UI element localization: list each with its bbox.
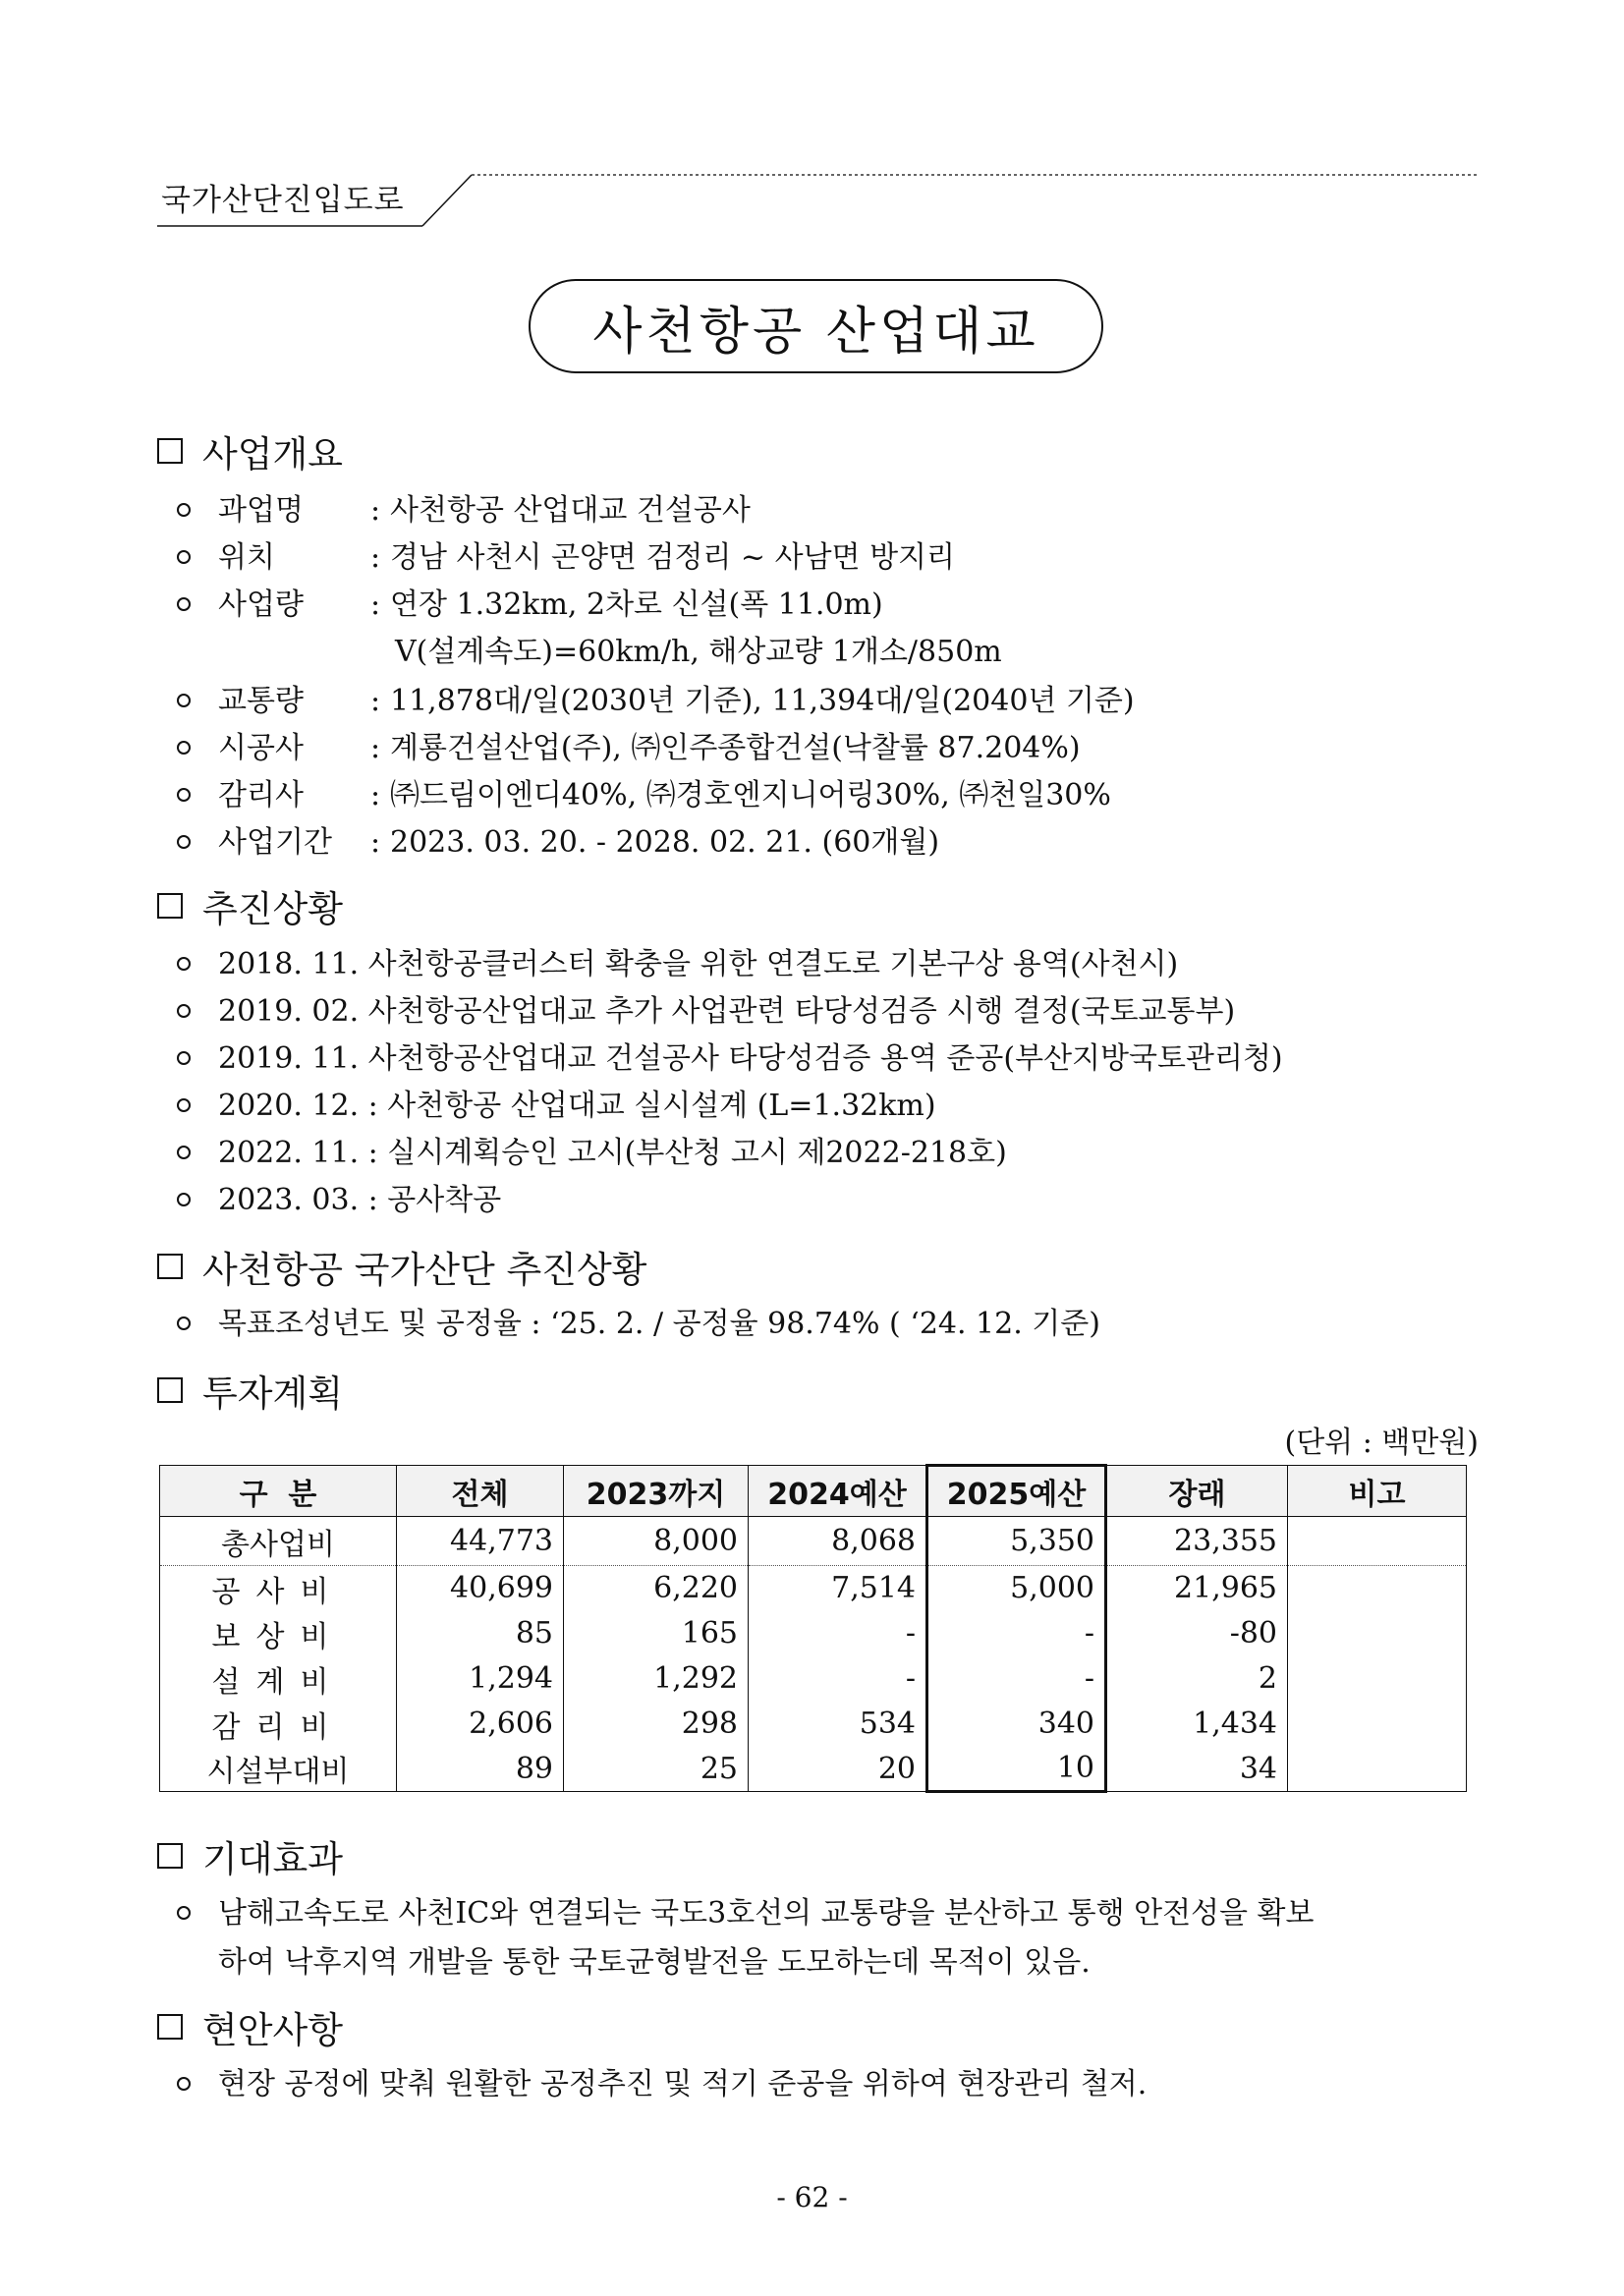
overview-label: 위치	[218, 540, 275, 575]
colon: :	[369, 825, 381, 860]
bullet-circle-icon	[177, 503, 191, 517]
table-cell: 6,220	[564, 1566, 749, 1611]
bullet-circle-icon	[177, 1906, 191, 1920]
investment-heading-text: 투자계획	[202, 1372, 343, 1415]
bullet-circle-icon	[177, 1193, 191, 1206]
table-cell: 8,000	[564, 1517, 749, 1566]
bullet-circle-icon	[177, 597, 191, 611]
overview-item	[177, 676, 1135, 719]
table-cell: 1,434	[1106, 1702, 1288, 1747]
table-cell: -	[927, 1656, 1106, 1702]
progress-item	[177, 986, 1235, 1030]
table-cell: 165	[564, 1611, 749, 1656]
checkbox-square-icon	[157, 1843, 183, 1869]
overview-item	[177, 817, 939, 861]
overview-label: 사업량	[218, 588, 304, 622]
table-cell: -	[927, 1611, 1106, 1656]
progress-item	[177, 1128, 1007, 1171]
bullet-circle-icon	[177, 741, 191, 755]
overview-item	[177, 770, 1111, 813]
table-cell	[1288, 1566, 1467, 1611]
table-cell: -80	[1106, 1611, 1288, 1656]
title-box	[529, 279, 1103, 373]
progress-item	[177, 1175, 501, 1218]
column-header: 전체	[397, 1466, 564, 1517]
national-text: 목표조성년도 및 공정율 : ‘25. 2. / 공정율 98.74% ( ‘24. 12. 기준)	[218, 1307, 1100, 1341]
overview-value: 경남 사천시 곤양면 검정리 ~ 사남면 방지리	[390, 540, 956, 575]
progress-text: 2023. 03. : 공사착공	[218, 1183, 502, 1217]
progress-item	[177, 1081, 936, 1124]
overview-value: ㈜드림이엔디40%, ㈜경호엔지니어링30%, ㈜천일30%	[390, 778, 1111, 812]
colon: :	[369, 731, 381, 765]
page-number: - 62 -	[776, 2181, 848, 2213]
progress-text: 2018. 11. 사천항공클러스터 확충을 위한 연결도로 기본구상 용역(사천시)	[218, 947, 1179, 981]
checkbox-square-icon	[157, 1377, 183, 1403]
progress-heading	[157, 879, 343, 932]
national-item	[177, 1299, 1100, 1342]
table-cell: -	[749, 1611, 927, 1656]
bullet-circle-icon	[177, 835, 191, 849]
overview-item	[177, 580, 883, 623]
overview-value: 2023. 03. 20. - 2028. 02. 21. (60개월)	[390, 825, 940, 860]
table-row	[160, 1517, 1467, 1566]
overview-label: 교통량	[218, 684, 304, 718]
column-header: 2024예산	[749, 1466, 927, 1517]
investment-heading	[157, 1364, 343, 1417]
table-row	[160, 1656, 1467, 1702]
overview-item	[177, 723, 1081, 766]
table-cell: 34	[1106, 1747, 1288, 1792]
overview-label: 시공사	[218, 731, 304, 765]
table-cell: 2,606	[397, 1702, 564, 1747]
bullet-circle-icon	[177, 1316, 191, 1330]
table-cell: 1,292	[564, 1656, 749, 1702]
progress-text: 2022. 11. : 실시계획승인 고시(부산청 고시 제2022-218호)	[218, 1136, 1007, 1170]
table-cell: 40,699	[397, 1566, 564, 1611]
table-cell: 23,355	[1106, 1517, 1288, 1566]
table-row	[160, 1566, 1467, 1611]
issues-item	[177, 2059, 1147, 2102]
column-header: 구 분	[160, 1466, 397, 1517]
unit-label: (단위 : 백만원)	[1284, 1426, 1479, 1460]
overview-value: 계룡건설산업(주), ㈜인주종합건설(낙찰률 87.204%)	[390, 731, 1081, 765]
header-label: 국가산단진입도로	[161, 183, 405, 218]
row-label: 감리비	[160, 1702, 397, 1747]
table-cell	[1288, 1517, 1467, 1566]
table-cell: 10	[927, 1747, 1106, 1792]
colon: :	[369, 778, 381, 812]
checkbox-square-icon	[157, 438, 183, 464]
table-cell: 20	[749, 1747, 927, 1792]
effects-heading	[157, 1829, 343, 1882]
row-label: 공사비	[160, 1566, 397, 1611]
column-header: 장래	[1106, 1466, 1288, 1517]
column-header: 2023까지	[564, 1466, 749, 1517]
table-cell: 5,000	[927, 1566, 1106, 1611]
national-heading-text: 사천항공 국가산단 추진상황	[202, 1249, 647, 1291]
colon: :	[369, 540, 381, 575]
overview-heading	[157, 424, 343, 477]
table-cell: 2	[1106, 1656, 1288, 1702]
overview-label: 사업기간	[218, 825, 332, 860]
investment-table	[159, 1464, 1467, 1793]
page-title: 사천항공 산업대교	[592, 302, 1039, 362]
issues-text: 현장 공정에 맞춰 원활한 공정추진 및 적기 준공을 위하여 현장관리 철저.	[218, 2067, 1148, 2101]
table-cell	[1288, 1702, 1467, 1747]
bullet-circle-icon	[177, 2077, 191, 2091]
effects-text: 남해고속도로 사천IC와 연결되는 국도3호선의 교통량을 분산하고 통행 안전성을 확보	[218, 1896, 1315, 1931]
overview-heading-text: 사업개요	[202, 433, 343, 476]
issues-heading-text: 현안사항	[202, 2009, 343, 2051]
progress-heading-text: 추진상황	[202, 888, 343, 930]
progress-text: 2019. 02. 사천항공산업대교 추가 사업관련 타당성검증 시행 결정(국토교통부)	[218, 994, 1236, 1029]
bullet-circle-icon	[177, 1146, 191, 1159]
bullet-circle-icon	[177, 1098, 191, 1112]
table-cell: 85	[397, 1611, 564, 1656]
overview-value: 연장 1.32km, 2차로 신설(폭 11.0m)	[390, 588, 883, 622]
progress-text: 2019. 11. 사천항공산업대교 건설공사 타당성검증 용역 준공(부산지방국토관리청)	[218, 1041, 1283, 1076]
row-label: 시설부대비	[160, 1747, 397, 1792]
bullet-circle-icon	[177, 1004, 191, 1018]
table-row	[160, 1747, 1467, 1792]
section-header	[157, 173, 1479, 232]
issues-heading	[157, 2000, 343, 2053]
table-row	[160, 1611, 1467, 1656]
overview-item	[177, 485, 751, 529]
table-cell: 21,965	[1106, 1566, 1288, 1611]
progress-item	[177, 939, 1178, 982]
table-cell: 25	[564, 1747, 749, 1792]
checkbox-square-icon	[157, 2014, 183, 2040]
table-cell: 89	[397, 1747, 564, 1792]
row-label: 보상비	[160, 1611, 397, 1656]
bullet-circle-icon	[177, 694, 191, 707]
overview-value-continued: V(설계속도)=60km/h, 해상교량 1개소/850m	[395, 635, 1002, 669]
effects-item	[177, 1888, 1315, 1932]
column-header: 비고	[1288, 1466, 1467, 1517]
row-label: 설계비	[160, 1656, 397, 1702]
table-cell: 1,294	[397, 1656, 564, 1702]
table-cell: 7,514	[749, 1566, 927, 1611]
colon: :	[369, 684, 381, 718]
table-cell	[1288, 1656, 1467, 1702]
table-row	[160, 1702, 1467, 1747]
table-cell	[1288, 1611, 1467, 1656]
row-label: 총사업비	[160, 1517, 397, 1566]
table-cell	[1288, 1747, 1467, 1792]
table-cell: 298	[564, 1702, 749, 1747]
table-header-row	[160, 1466, 1467, 1517]
colon: :	[369, 588, 381, 622]
bullet-circle-icon	[177, 1051, 191, 1065]
checkbox-square-icon	[157, 1254, 183, 1279]
table-cell: 44,773	[397, 1517, 564, 1566]
table-cell: 8,068	[749, 1517, 927, 1566]
overview-label: 감리사	[218, 778, 304, 812]
overview-item	[177, 532, 955, 576]
national-heading	[157, 1240, 646, 1293]
overview-value: 11,878대/일(2030년 기준), 11,394대/일(2040년 기준)	[390, 684, 1135, 718]
table-cell: 340	[927, 1702, 1106, 1747]
bullet-circle-icon	[177, 957, 191, 971]
table-cell: 5,350	[927, 1517, 1106, 1566]
overview-label: 과업명	[218, 493, 304, 528]
checkbox-square-icon	[157, 893, 183, 919]
column-header-highlighted: 2025예산	[927, 1466, 1106, 1517]
progress-text: 2020. 12. : 사천항공 산업대교 실시설계 (L=1.32km)	[218, 1089, 936, 1123]
bullet-circle-icon	[177, 550, 191, 564]
bullet-circle-icon	[177, 788, 191, 802]
effects-text-continued: 하여 낙후지역 개발을 통한 국토균형발전을 도모하는데 목적이 있음.	[218, 1945, 1091, 1980]
progress-item	[177, 1034, 1283, 1077]
overview-value: 사천항공 산업대교 건설공사	[390, 493, 751, 528]
colon: :	[369, 493, 381, 528]
table-cell: 534	[749, 1702, 927, 1747]
table-cell: -	[749, 1656, 927, 1702]
effects-heading-text: 기대효과	[202, 1838, 343, 1880]
